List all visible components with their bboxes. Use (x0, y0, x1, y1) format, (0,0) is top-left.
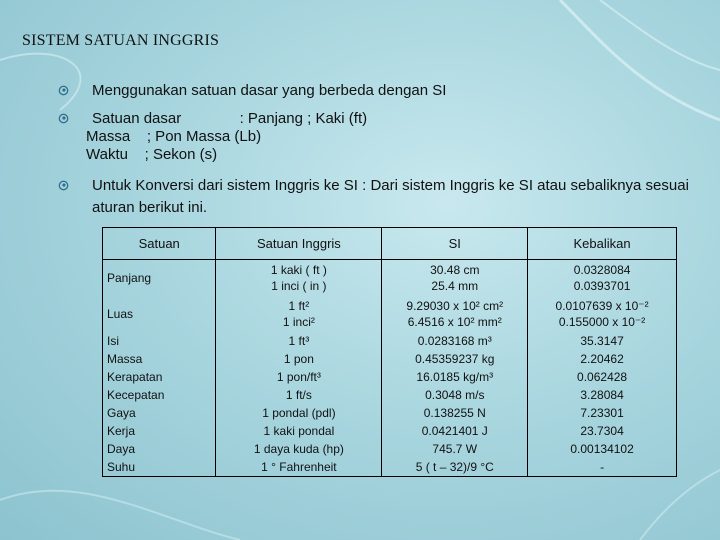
conversion-table (102, 227, 677, 477)
cell-kebalikan-line: 0.0393701 (573, 279, 631, 293)
cell-si-line: 9.29030 x 10² cm² (406, 299, 504, 313)
cell-kebalikan-line: - (600, 460, 605, 474)
cell-inggris-line: 1 kaki ( ft ) (270, 263, 327, 277)
cell-si-line: 6.4516 x 10² mm² (407, 315, 502, 329)
header-kebalikan: Kebalikan (528, 228, 677, 260)
cell-si (382, 350, 528, 368)
cell-inggris (216, 260, 382, 297)
cell-si (382, 404, 528, 422)
cell-satuan: Isi (107, 334, 119, 348)
cell-inggris-line: 1 ° Fahrenheit (261, 460, 337, 474)
table-row (103, 422, 677, 440)
table-row (103, 404, 677, 422)
cell-satuan: Kerapatan (107, 370, 163, 384)
cell-satuan: Kerja (107, 424, 136, 438)
cell-kebalikan (528, 368, 677, 386)
cell-si-line: 5 ( t – 32)/9 °C (415, 460, 494, 474)
table-row (103, 350, 677, 368)
cell-kebalikan-line: 2.20462 (580, 352, 624, 366)
cell-inggris (216, 440, 382, 458)
cell-inggris (216, 296, 382, 332)
table-header-row (103, 228, 677, 260)
cell-inggris-line: 1 ft³ (288, 334, 310, 348)
cell-kebalikan (528, 332, 677, 350)
cell-inggris (216, 386, 382, 404)
cell-kebalikan-line: 23.7304 (580, 424, 624, 438)
cell-si-line: 0.0421401 J (421, 424, 488, 438)
bullet-3-text: Untuk Konversi dari sistem Inggris ke SI : Dari sistem Inggris ke SI atau sebaliknya sesuai aturan berikut ini. (92, 177, 689, 216)
cell-si (382, 332, 528, 350)
cell-inggris (216, 458, 382, 477)
cell-kebalikan (528, 260, 677, 297)
sub-line-waktu: Waktu ; Sekon (s) (86, 146, 218, 163)
cell-kebalikan-line: 0.062428 (577, 370, 628, 384)
table-row (103, 458, 677, 477)
cell-si (382, 296, 528, 332)
cell-inggris-line: 1 ft² (288, 299, 310, 313)
cell-si-line: 25.4 mm (431, 279, 479, 293)
bullet-1-text: Menggunakan satuan dasar yang berbeda dengan SI (92, 82, 447, 99)
cell-si (382, 440, 528, 458)
cell-kebalikan (528, 422, 677, 440)
cell-kebalikan-line: 0.155000 x 10⁻² (558, 315, 646, 329)
cell-inggris-line: 1 inci² (282, 315, 315, 329)
cell-kebalikan (528, 386, 677, 404)
table-row (103, 386, 677, 404)
cell-satuan: Daya (107, 442, 136, 456)
table-row (103, 368, 677, 386)
cell-si-line: 0.138255 N (423, 406, 486, 420)
cell-inggris-line: 1 pon (283, 352, 314, 366)
swirl-bullet-icon (58, 113, 69, 124)
cell-si (382, 386, 528, 404)
cell-inggris (216, 422, 382, 440)
cell-si-line: 0.3048 m/s (425, 388, 485, 402)
cell-kebalikan (528, 458, 677, 477)
cell-kebalikan (528, 404, 677, 422)
cell-satuan: Gaya (107, 406, 136, 420)
cell-inggris-line: 1 inci ( in ) (271, 279, 327, 293)
table-body (103, 260, 677, 477)
cell-kebalikan (528, 440, 677, 458)
page-title: SISTEM SATUAN INGGRIS (22, 32, 220, 49)
cell-kebalikan-line: 0.00134102 (570, 442, 634, 456)
cell-inggris (216, 368, 382, 386)
sub-line-massa: Massa ; Pon Massa (Lb) (86, 128, 262, 145)
table-row (103, 260, 677, 297)
cell-kebalikan (528, 350, 677, 368)
cell-si-line: 0.0283168 m³ (417, 334, 492, 348)
cell-satuan: Luas (107, 307, 134, 321)
cell-kebalikan-line: 0.0328084 (573, 263, 631, 277)
table-row (103, 440, 677, 458)
cell-si (382, 458, 528, 477)
cell-inggris (216, 404, 382, 422)
cell-kebalikan-line: 0.0107639 x 10⁻² (555, 299, 649, 313)
cell-satuan: Massa (107, 352, 143, 366)
cell-kebalikan-line: 7.23301 (580, 406, 624, 420)
cell-kebalikan-line: 3.28084 (580, 388, 624, 402)
cell-inggris (216, 350, 382, 368)
swirl-bullet-icon (58, 180, 69, 191)
cell-inggris (216, 332, 382, 350)
header-satuan-inggris: Satuan Inggris (216, 228, 382, 260)
cell-inggris-line: 1 kaki pondal (263, 424, 335, 438)
cell-inggris-line: 1 pondal (pdl) (262, 406, 336, 420)
cell-inggris-line: 1 daya kuda (hp) (253, 442, 344, 456)
header-satuan: Satuan (103, 228, 216, 260)
header-si: SI (382, 228, 528, 260)
table-row (103, 296, 677, 332)
cell-satuan: Suhu (107, 460, 136, 474)
cell-satuan: Kecepatan (107, 388, 165, 402)
cell-inggris-line: 1 ft/s (285, 388, 312, 402)
table-row (103, 332, 677, 350)
swirl-bullet-icon (58, 85, 69, 96)
cell-si-line: 0.45359237 kg (415, 352, 495, 366)
cell-si (382, 422, 528, 440)
cell-si-line: 30.48 cm (430, 263, 480, 277)
cell-si (382, 368, 528, 386)
cell-si-line: 16.0185 kg/m³ (416, 370, 494, 384)
cell-si-line: 745.7 W (432, 442, 478, 456)
cell-si (382, 260, 528, 297)
cell-inggris-line: 1 pon/ft³ (276, 370, 321, 384)
bullet-2-text: Satuan dasar : Panjang ; Kaki (ft) (92, 110, 368, 127)
cell-satuan: Panjang (107, 271, 152, 285)
cell-kebalikan-line: 35.3147 (580, 334, 624, 348)
cell-kebalikan (528, 296, 677, 332)
